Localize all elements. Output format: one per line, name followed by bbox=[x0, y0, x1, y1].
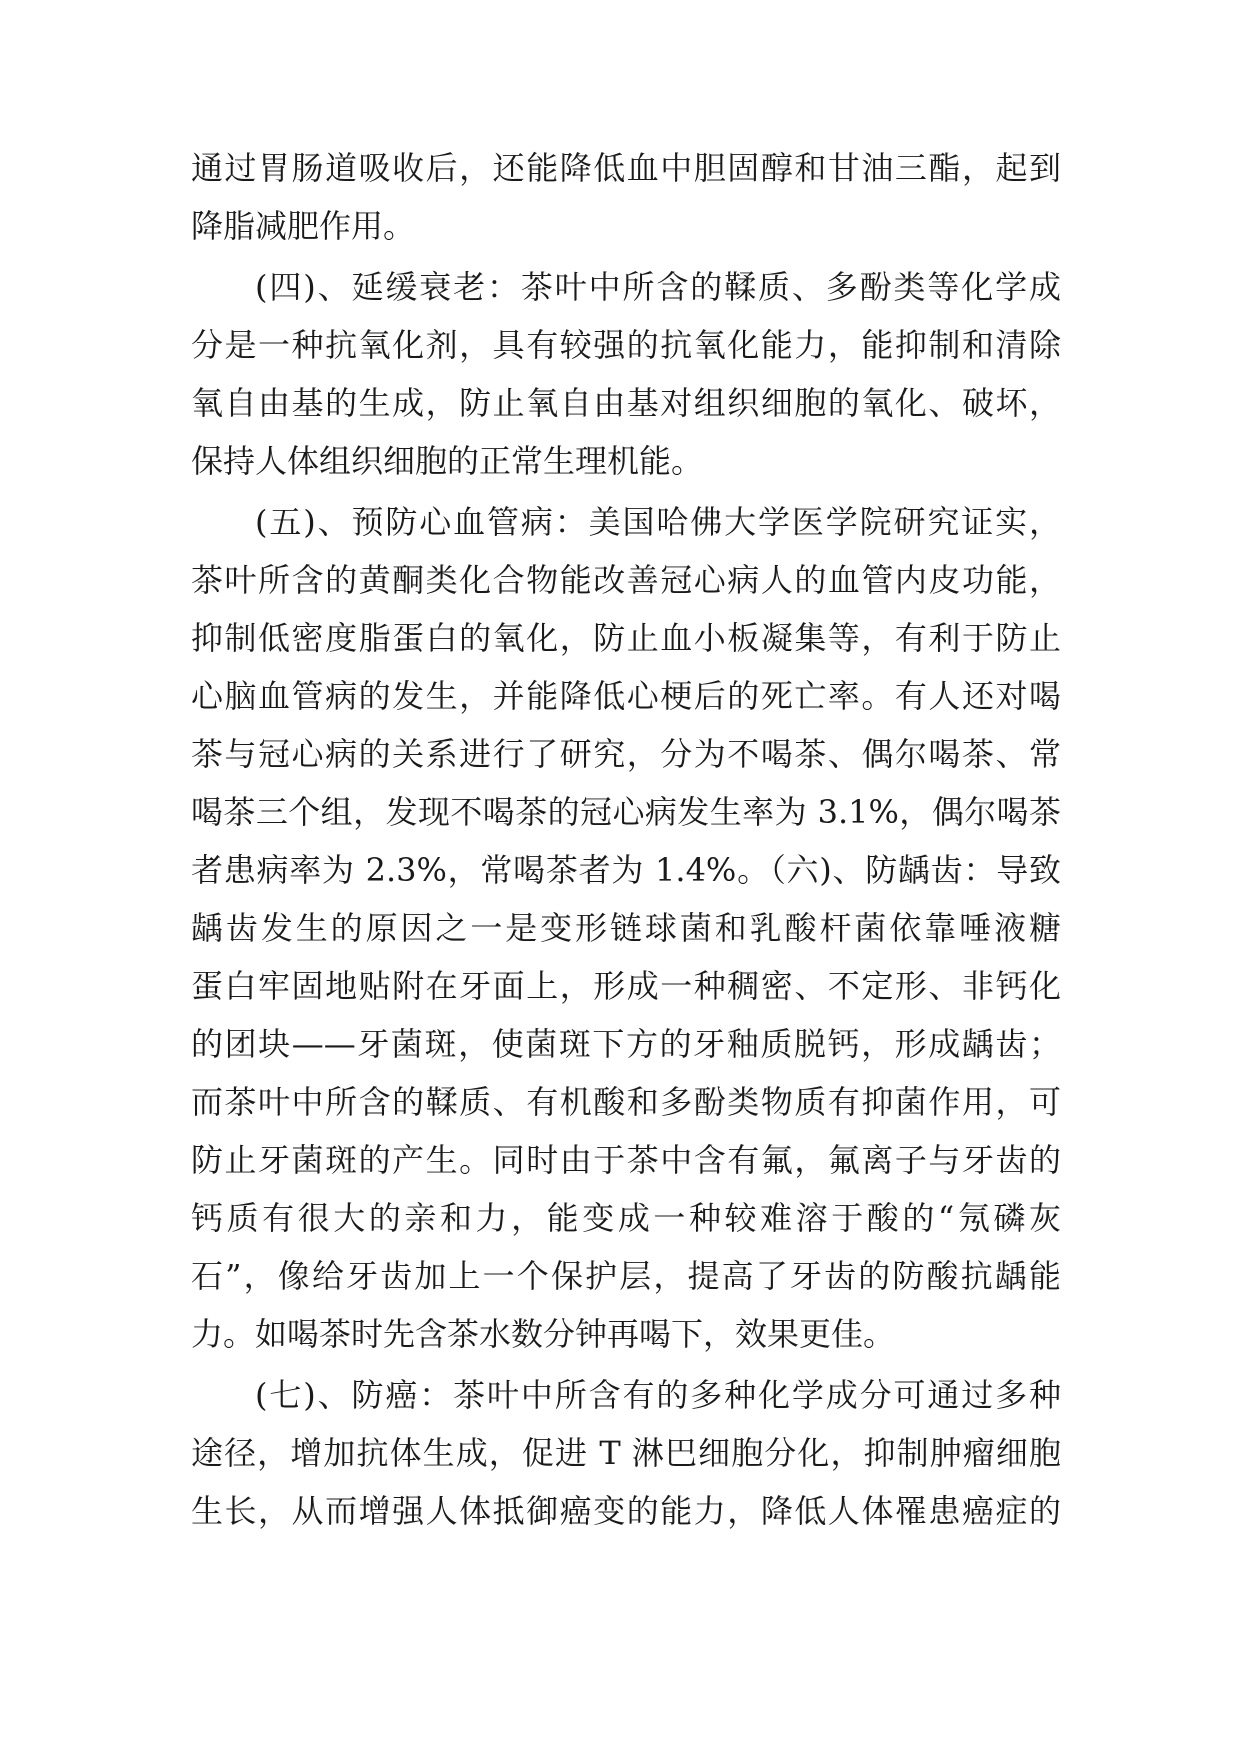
text-line-10: 心脑血管病的发生，并能降低心梗后的死亡率。有人还对喝 bbox=[191, 677, 1061, 715]
text-line-18: 防止牙菌斑的产生。同时由于茶中含有氟，氟离子与牙齿的 bbox=[191, 1141, 1061, 1179]
text-line-20: 石”，像给牙齿加上一个保护层，提高了牙齿的防酸抗龋能 bbox=[191, 1257, 1061, 1295]
text-line-12: 喝茶三个组，发现不喝茶的冠心病发生率为 3.1%，偶尔喝茶 bbox=[191, 793, 1061, 831]
text-line-13: 者患病率为 2.3%，常喝茶者为 1.4%。（六)、防龋齿：导致 bbox=[191, 851, 1061, 889]
text-line-5: 氧自由基的生成，防止氧自由基对组织细胞的氧化、破坏， bbox=[191, 384, 1061, 422]
text-line-2: 降脂减肥作用。 bbox=[191, 207, 416, 245]
text-line-1: 通过胃肠道吸收后，还能降低血中胆固醇和甘油三酯，起到 bbox=[191, 149, 1061, 187]
text-line-14: 龋齿发生的原因之一是变形链球菌和乳酸杆菌依靠唾液糖 bbox=[191, 909, 1061, 947]
text-line-16: 的团块——牙菌斑，使菌斑下方的牙釉质脱钙，形成龋齿； bbox=[191, 1025, 1061, 1063]
text-line-9: 抑制低密度脂蛋白的氧化，防止血小板凝集等，有利于防止 bbox=[191, 619, 1061, 657]
text-line-24: 生长，从而增强人体抵御癌变的能力，降低人体罹患癌症的 bbox=[191, 1492, 1061, 1530]
text-line-4: 分是一种抗氧化剂，具有较强的抗氧化能力，能抑制和清除 bbox=[191, 326, 1061, 364]
text-line-23: 途径，增加抗体生成，促进 T 淋巴细胞分化，抑制肿瘤细胞 bbox=[191, 1434, 1061, 1472]
text-line-7: (五)、预防心血管病：美国哈佛大学医学院研究证实， bbox=[255, 503, 1061, 541]
text-line-17: 而茶叶中所含的鞣质、有机酸和多酚类物质有抑菌作用，可 bbox=[191, 1083, 1061, 1121]
text-line-6: 保持人体组织细胞的正常生理机能。 bbox=[191, 442, 704, 480]
text-line-8: 茶叶所含的黄酮类化合物能改善冠心病人的血管内皮功能， bbox=[191, 561, 1061, 599]
text-line-22: (七)、防癌：茶叶中所含有的多种化学成分可通过多种 bbox=[255, 1376, 1061, 1414]
text-line-21: 力。如喝茶时先含茶水数分钟再喝下，效果更佳。 bbox=[191, 1315, 896, 1353]
text-line-3: (四)、延缓衰老：茶叶中所含的鞣质、多酚类等化学成 bbox=[255, 268, 1061, 306]
text-line-19: 钙质有很大的亲和力，能变成一种较难溶于酸的“氖磷灰 bbox=[191, 1199, 1061, 1237]
text-line-15: 蛋白牢固地贴附在牙面上，形成一种稠密、不定形、非钙化 bbox=[191, 967, 1061, 1005]
text-line-11: 茶与冠心病的关系进行了研究，分为不喝茶、偶尔喝茶、常 bbox=[191, 735, 1061, 773]
